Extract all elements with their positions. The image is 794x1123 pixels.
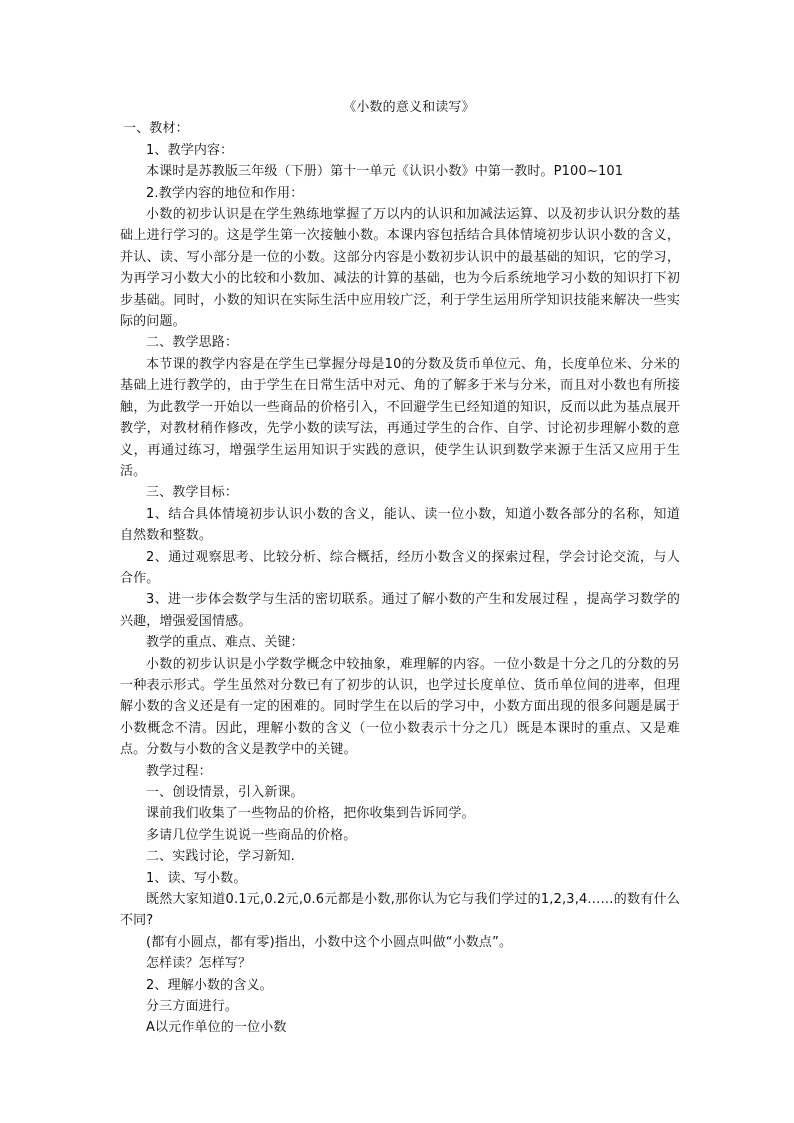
subheading-teaching-content: 1、教学内容： [146,142,234,158]
section-heading-key-points: 教学的重点、难点、关键： [146,635,304,651]
document-title: 《小数的意义和读写》 [343,100,475,115]
paragraph-three-aspects: 分三方面进行。 [146,999,239,1015]
process-step-2-heading: 二、实践讨论，学习新知. [146,849,295,865]
paragraph-content-role: 小数的初步认识是在学生熟练地掌握了万以内的认识和加减法运算、以及初步认识分数的基础上进行学习的。这是学生第一次接触小数。本课内容包括结合具体情境初步认识小数的含义，并认、读、写小部分是一位的小数。这部分内容是小数初步认识中的最基础的知识，它的学习，为再学习小数大小的比较和小数加、减法的计算的基础，也为今后系统地学习小数的知识打下初步基础。同时，小数的知识在实际生活中应用较广泛，利于学生运用所学知识技能来解决一些实际的问题。 [120,207,680,330]
paragraph-teaching-approach: 本节课的教学内容是在学生已掌握分母是10的分数及货币单位元、角，长度单位米、分米的基础上进行教学的，由于学生在日常生活中对元、角的了解多于米与分米，而且对小数也有所接触，为此教学一开始以一些商品的价格引入，不回避学生已经知道的知识，反而以此为基点展开教学，对教材稍作修改，先学小数的读写法，再通过学生的合作、自学、讨论初步理解小数的意义，再通过练习，增强学生运用知识于实践的意识，使学生认识到数学来源于生活又应用于生活。 [120,356,680,479]
process-substep-read-write: 1、读、写小数。 [146,870,247,886]
subheading-content-role: 2.教学内容的地位和作用： [146,185,304,201]
paragraph-decimal-point: (都有小圆点，都有零)指出，小数中这个小圆点叫做“小数点”。 [146,934,513,950]
paragraph-lesson-scope: 本课时是苏教版三年级（下册）第十一单元《认识小数》中第一教时。P100~101 [146,164,624,180]
paragraph-goal-2: 2、通过观察思考、比较分析、综合概括，经历小数含义的探索过程，学会讨论交流，与人合作。 [120,549,680,586]
paragraph-key-points: 小数的初步认识是小学数学概念中较抽象，难理解的内容。一位小数是十分之几的分数的另一种表示形式。学生虽然对分数已有了初步的认识，也学过长度单位、货币单位间的进率，但理解小数的含义还是有一定的困难的。同时学生在以后的学习中，小数方面出现的很多问题是属于小数概念不清。因此，理解小数的含义（一位小数表示十分之几）既是本课时的重点、又是难点。分数与小数的含义是教学中的关键。 [120,656,680,758]
section-heading-teaching-goals: 三、教学目标： [146,485,239,501]
process-step-1-line-2: 多请几位学生说说一些商品的价格。 [146,827,357,843]
paragraph-goal-1: 1、结合具体情境初步认识小数的含义，能认、读一位小数，知道小数各部分的名称，知道自然数和整数。 [120,506,680,544]
process-substep-meaning: 2、理解小数的含义。 [146,977,273,993]
paragraph-decimal-question: 既然大家知道0.1元,0.2元,0.6元都是小数,那你认为它与我们学过的1,2,3,4……的数有什么不同? [120,892,680,929]
process-step-1-line-1: 课前我们收集了一些物品的价格，把你收集到告诉同学。 [146,806,475,822]
process-step-1-heading: 一、创设情景，引入新课。 [146,785,304,800]
section-heading-materials: 一、教材： [123,121,189,137]
section-heading-teaching-process: 教学过程： [146,763,212,779]
section-heading-teaching-approach: 二、教学思路： [146,335,239,351]
paragraph-how-read-write: 怎样读？怎样写？ [146,956,252,972]
document-body [120,97,680,1039]
paragraph-goal-3: 3、进一步体会数学与生活的密切联系。通过了解小数的产生和发展过程 ，提高学习数学的兴趣，增强爱国情感。 [120,592,680,629]
paragraph-yuan-decimal: A以元作单位的一位小数 [146,1020,287,1036]
